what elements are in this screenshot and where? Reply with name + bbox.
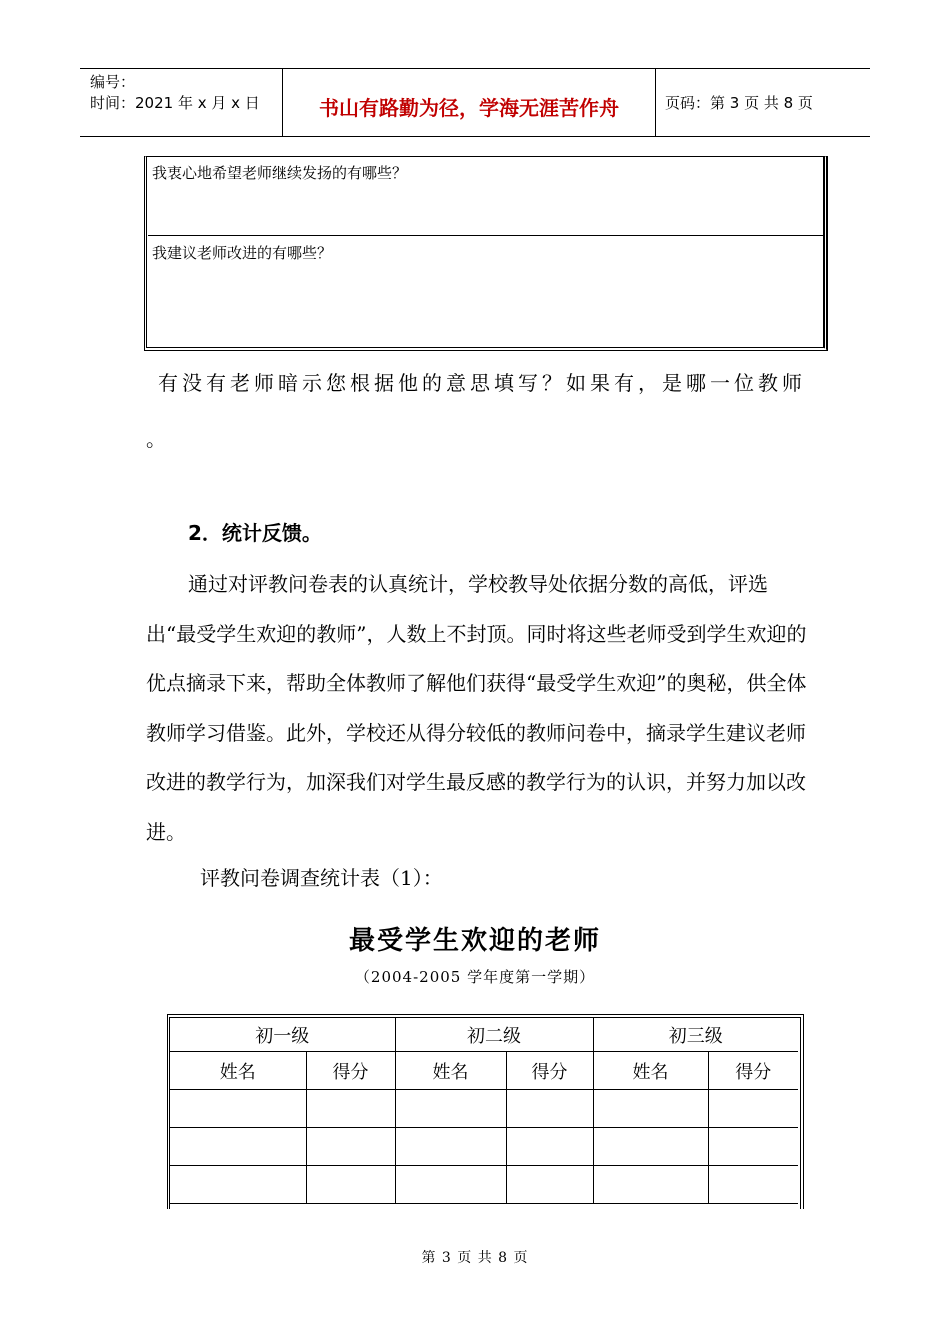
page-footer: 第 3 页 共 8 页 <box>421 1250 529 1266</box>
header-meta <box>90 72 260 114</box>
table-cell <box>506 1090 593 1128</box>
feedback-box-divider <box>148 235 824 236</box>
header-motto: 书山有路勤为径，学海无涯苦作舟 <box>319 96 619 120</box>
name-column-header: 姓名 <box>593 1052 708 1090</box>
table-cell <box>506 1166 593 1204</box>
table-cell <box>708 1090 798 1128</box>
score-column-header: 得分 <box>708 1052 798 1090</box>
table-cell <box>306 1128 395 1166</box>
hint-question-end: 。 <box>146 427 166 451</box>
score-column-header: 得分 <box>506 1052 593 1090</box>
feedback-question-improve: 我建议老师改进的有哪些？ <box>152 244 333 262</box>
table-cell <box>395 1090 506 1128</box>
table-cell <box>306 1090 395 1128</box>
grade-header: 初一级 <box>170 1018 395 1052</box>
table-cell <box>708 1166 798 1204</box>
name-column-header: 姓名 <box>395 1052 506 1090</box>
table-column-header-row <box>170 1052 798 1090</box>
header-page-number: 页码：第 3 页 共 8 页 <box>665 94 813 112</box>
feedback-question-continue: 我衷心地希望老师继续发扬的有哪些？ <box>152 164 408 182</box>
table-grade-row <box>170 1018 798 1052</box>
teacher-score-table <box>167 1014 804 1209</box>
table-row <box>170 1090 798 1128</box>
header-divider-right <box>655 68 656 136</box>
table-cell <box>506 1128 593 1166</box>
table-cell <box>170 1128 306 1166</box>
hint-question: 有没有老师暗示您根据他的意思填写？如果有，是哪一位教师 <box>158 371 806 395</box>
table-cell <box>708 1128 798 1166</box>
table-cell <box>395 1128 506 1166</box>
table-cell <box>593 1128 708 1166</box>
header-bottom-rule <box>80 136 870 137</box>
section-title: 2．统计反馈。 <box>188 521 322 545</box>
table-cell <box>306 1166 395 1204</box>
name-column-header: 姓名 <box>170 1052 306 1090</box>
score-column-header: 得分 <box>306 1052 395 1090</box>
header-number: 编号： <box>90 73 136 91</box>
table-title: 最受学生欢迎的老师 <box>348 926 601 956</box>
table-cell <box>593 1166 708 1204</box>
table-row <box>170 1128 798 1166</box>
grade-header: 初三级 <box>593 1018 798 1052</box>
grade-header: 初二级 <box>395 1018 593 1052</box>
table-cell <box>170 1166 306 1204</box>
table-caption: 评教问卷调查统计表（1）： <box>200 866 443 890</box>
table-cell <box>170 1090 306 1128</box>
table-subtitle: （2004-2005 学年度第一学期） <box>354 968 596 986</box>
body-paragraph: 通过对评教问卷表的认真统计，学校教导处依据分数的高低，评选出“最受学生欢迎的教师”，人数上不封顶。同时将这些老师受到学生欢迎的优点摘录下来，帮助全体教师了解他们获得“最受学生欢迎”的奥秘，供全体教师学习借鉴。此外，学校还从得分较低的教师问卷中，摘录学生建议老师改进的教学行为，加深我们对学生最反感的教学行为的认识，并努力加以改进。 <box>146 572 807 844</box>
table-cell <box>395 1166 506 1204</box>
table-cell <box>593 1090 708 1128</box>
table-row <box>170 1166 798 1204</box>
header-time: 时间：2021 年 x 月 x 日 <box>90 94 260 112</box>
header-top-rule <box>80 68 870 69</box>
